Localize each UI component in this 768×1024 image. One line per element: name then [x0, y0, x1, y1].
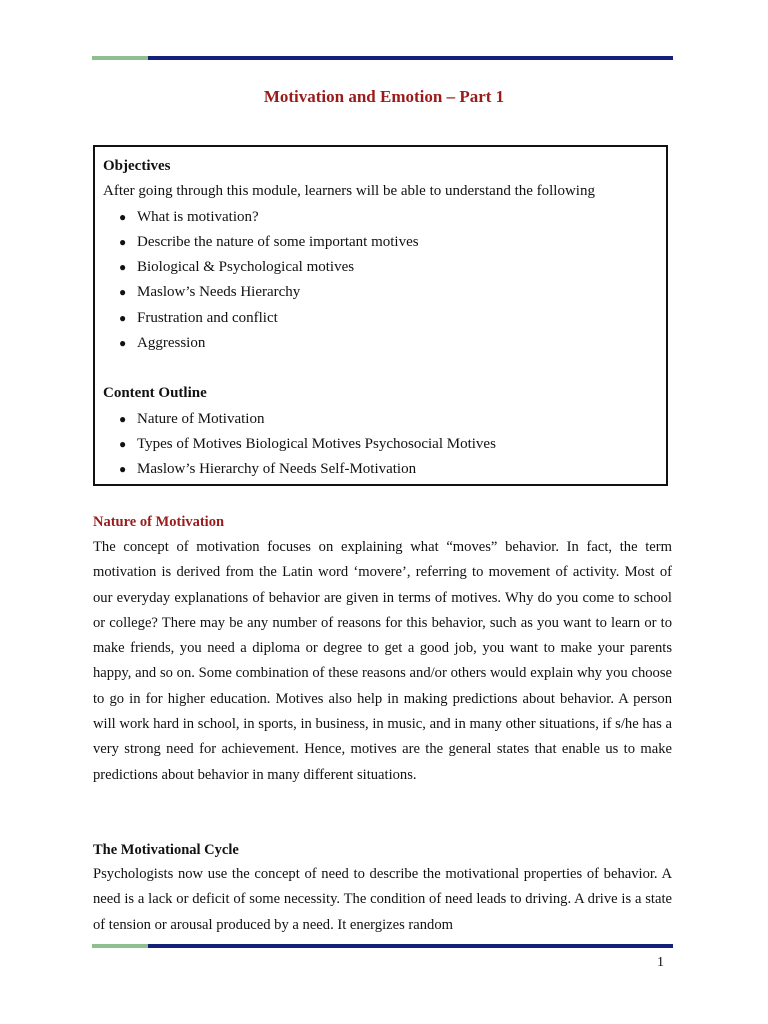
bullet-icon: ● — [119, 436, 127, 451]
bullet-icon: ● — [119, 411, 127, 426]
bullet-icon: ● — [119, 209, 127, 224]
footer-rule — [92, 944, 673, 948]
list-item — [103, 230, 658, 255]
content-outline-heading: Content Outline — [103, 385, 207, 402]
outline-text: Maslow’s Hierarchy of Needs Self-Motivation — [137, 461, 417, 478]
objective-text: Aggression — [137, 335, 206, 352]
bullet-icon: ● — [119, 260, 127, 275]
page-title: Motivation and Emotion – Part 1 — [263, 87, 505, 106]
nature-of-motivation-paragraph: The concept of motivation focuses on explaining what “moves” behavior. In fact, the term motivation is derived from the Latin word ‘movere’, referring to movement of activity. Most of our everyday explanations of behavior are given in terms of motives. Why do you come to school or college? There may be any number of reasons for this behavior, such as you want to learn or to make friends, you need a diploma or degree to get a good job, you want to make your parents happy, and so on. Some combination of these reasons and/or others would explain why you choose to go in for higher education. Motives also help in making predictions about behavior. A person will work hard in school, in sports, in business, in music, and in many other situations, if s/he has a very strong need for achievement. Hence, motives are the general states that enable us to make predictions about behavior in many different situations. — [93, 539, 672, 783]
objectives-intro: After going through this module, learners will be able to understand the following — [103, 183, 595, 200]
objective-text: Frustration and conflict — [137, 309, 278, 326]
objective-text: Describe the nature of some important motives — [137, 233, 419, 250]
list-item — [103, 457, 658, 482]
page-number: 1 — [657, 955, 664, 970]
objectives-list — [103, 205, 658, 357]
objectives-box — [93, 145, 668, 486]
header-rule-blue-segment — [148, 56, 673, 60]
list-item — [103, 255, 658, 280]
content-outline-list — [103, 407, 658, 483]
objective-text: Maslow’s Needs Hierarchy — [137, 284, 301, 301]
list-item — [103, 331, 658, 356]
header-rule-green-segment — [92, 56, 148, 60]
objectives-heading: Objectives — [103, 158, 171, 174]
spacer — [103, 356, 658, 381]
list-item — [103, 280, 658, 305]
list-item — [103, 205, 658, 230]
outline-text: Types of Motives Biological Motives Psychosocial Motives — [137, 435, 496, 452]
bullet-icon: ● — [119, 462, 127, 477]
bullet-icon: ● — [119, 234, 127, 249]
motivational-cycle-heading: The Motivational Cycle — [93, 842, 239, 858]
bullet-icon: ● — [119, 310, 127, 325]
bullet-icon: ● — [119, 285, 127, 300]
bullet-icon: ● — [119, 336, 127, 351]
objective-text: Biological & Psychological motives — [137, 259, 355, 276]
list-item — [103, 432, 658, 457]
outline-text: Nature of Motivation — [137, 410, 265, 427]
header-rule — [92, 56, 673, 60]
footer-rule-green-segment — [92, 944, 148, 948]
nature-of-motivation-heading: Nature of Motivation — [93, 514, 225, 530]
list-item — [103, 407, 658, 432]
objective-text: What is motivation? — [137, 208, 259, 225]
footer-rule-blue-segment — [148, 944, 673, 948]
list-item — [103, 306, 658, 331]
motivational-cycle-paragraph: Psychologists now use the concept of need to describe the motivational properties of behavior. A need is a lack or deficit of some necessity. The condition of need leads to driving. A drive is a state of tension or arousal produced by a need. It energizes random — [93, 866, 672, 933]
